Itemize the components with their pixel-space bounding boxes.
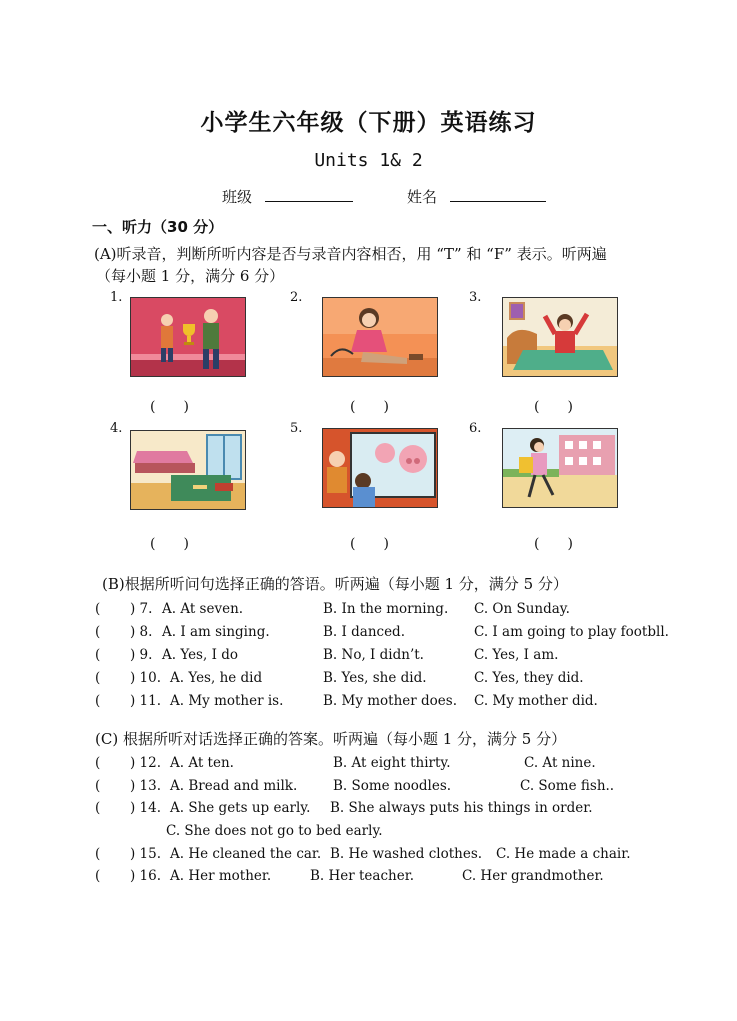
question-paren[interactable]: (	[95, 755, 101, 771]
question-number: ) 12.	[130, 755, 162, 771]
question-paren[interactable]: (	[95, 778, 101, 794]
girl-fallen-picture	[322, 297, 438, 377]
option-b: B. In the morning.	[323, 601, 449, 617]
question-number: ) 11.	[130, 693, 162, 709]
boy-waking-picture	[502, 297, 618, 377]
question-paren[interactable]: (	[95, 800, 101, 816]
option-b: B. Yes, she did.	[323, 670, 427, 686]
page-title: 小学生六年级（下册）英语练习	[200, 110, 537, 136]
option-c: C. Some fish..	[520, 778, 615, 794]
partA-instruction-1: (A)听录音，判断所听内容是否与录音内容相否，用 “T” 和 “F” 表示。听两遍	[94, 245, 607, 263]
name-label: 姓名	[407, 188, 438, 206]
option-b: B. I danced.	[323, 624, 405, 640]
option-a: A. At seven.	[162, 601, 244, 617]
question-number: ) 7.	[130, 601, 153, 617]
picture-number: 6.	[469, 421, 482, 436]
question-paren[interactable]: (	[95, 647, 101, 663]
option-c: C. I am going to play footbll.	[474, 624, 669, 640]
option-c: C. She does not go to bed early.	[166, 823, 383, 839]
option-c: C. My mother did.	[474, 693, 598, 709]
option-a: A. Yes, I do	[162, 647, 238, 663]
option-a: A. Yes, he did	[170, 670, 263, 686]
picture-number: 1.	[110, 290, 123, 305]
option-b: B. He washed clothes.	[330, 846, 483, 862]
question-number: ) 15.	[130, 846, 162, 862]
option-b: B. Some noodles.	[333, 778, 452, 794]
kids-watching-tv-picture	[322, 428, 438, 508]
class-blank[interactable]	[265, 187, 353, 202]
option-a: A. I am singing.	[162, 624, 270, 640]
question-paren[interactable]: (	[95, 846, 101, 862]
option-c: C. At nine.	[524, 755, 596, 771]
answer-blank-3[interactable]: ( )	[534, 399, 573, 415]
question-paren[interactable]: (	[95, 868, 101, 884]
question-number: ) 14.	[130, 800, 162, 816]
answer-blank-2[interactable]: ( )	[350, 399, 389, 415]
option-b: B. Her teacher.	[310, 868, 414, 884]
option-b: B. No, I didn’t.	[323, 647, 424, 663]
option-b: B. She always puts his things in order.	[330, 800, 593, 816]
partC-heading: (C) 根据所听对话选择正确的答案。听两遍（每小题 1 分，满分 5 分）	[95, 730, 567, 748]
partA-instruction-2: （每小题 1 分，满分 6 分）	[96, 267, 285, 285]
girl-going-to-school-picture	[502, 428, 618, 508]
tidy-bedroom-picture	[130, 430, 246, 510]
question-number: ) 9.	[130, 647, 153, 663]
question-number: ) 8.	[130, 624, 153, 640]
picture-number: 4.	[110, 421, 123, 436]
question-number: ) 13.	[130, 778, 162, 794]
picture-number: 2.	[290, 290, 303, 305]
answer-blank-1[interactable]: ( )	[150, 399, 189, 415]
option-a: A. He cleaned the car.	[170, 846, 322, 862]
class-field	[222, 186, 353, 207]
name-blank[interactable]	[450, 187, 546, 202]
option-a: A. She gets up early.	[170, 800, 311, 816]
option-a: A. My mother is.	[170, 693, 284, 709]
class-label: 班级	[222, 188, 253, 206]
option-c: C. He made a chair.	[496, 846, 631, 862]
option-a: A. Her mother.	[170, 868, 272, 884]
partB-heading: (B)根据所听问句选择正确的答语。听两遍（每小题 1 分，满分 5 分）	[102, 575, 568, 593]
option-a: A. At ten.	[170, 755, 234, 771]
option-c: C. Yes, they did.	[474, 670, 584, 686]
question-paren[interactable]: (	[95, 624, 101, 640]
option-b: B. At eight thirty.	[333, 755, 451, 771]
picture-number: 5.	[290, 421, 303, 436]
section-heading: 一、听力（30 分）	[92, 218, 224, 236]
question-number: ) 16.	[130, 868, 162, 884]
question-paren[interactable]: (	[95, 670, 101, 686]
option-c: C. Her grandmother.	[462, 868, 604, 884]
answer-blank-4[interactable]: ( )	[150, 536, 189, 552]
answer-blank-5[interactable]: ( )	[350, 536, 389, 552]
question-paren[interactable]: (	[95, 601, 101, 617]
question-number: ) 10.	[130, 670, 162, 686]
name-field	[407, 186, 546, 207]
trophy-award-picture	[130, 297, 246, 377]
option-b: B. My mother does.	[323, 693, 458, 709]
option-a: A. Bread and milk.	[170, 778, 298, 794]
question-paren[interactable]: (	[95, 693, 101, 709]
page-subtitle: Units 1& 2	[314, 150, 423, 171]
option-c: C. Yes, I am.	[474, 647, 559, 663]
option-c: C. On Sunday.	[474, 601, 570, 617]
picture-number: 3.	[469, 290, 482, 305]
answer-blank-6[interactable]: ( )	[534, 536, 573, 552]
